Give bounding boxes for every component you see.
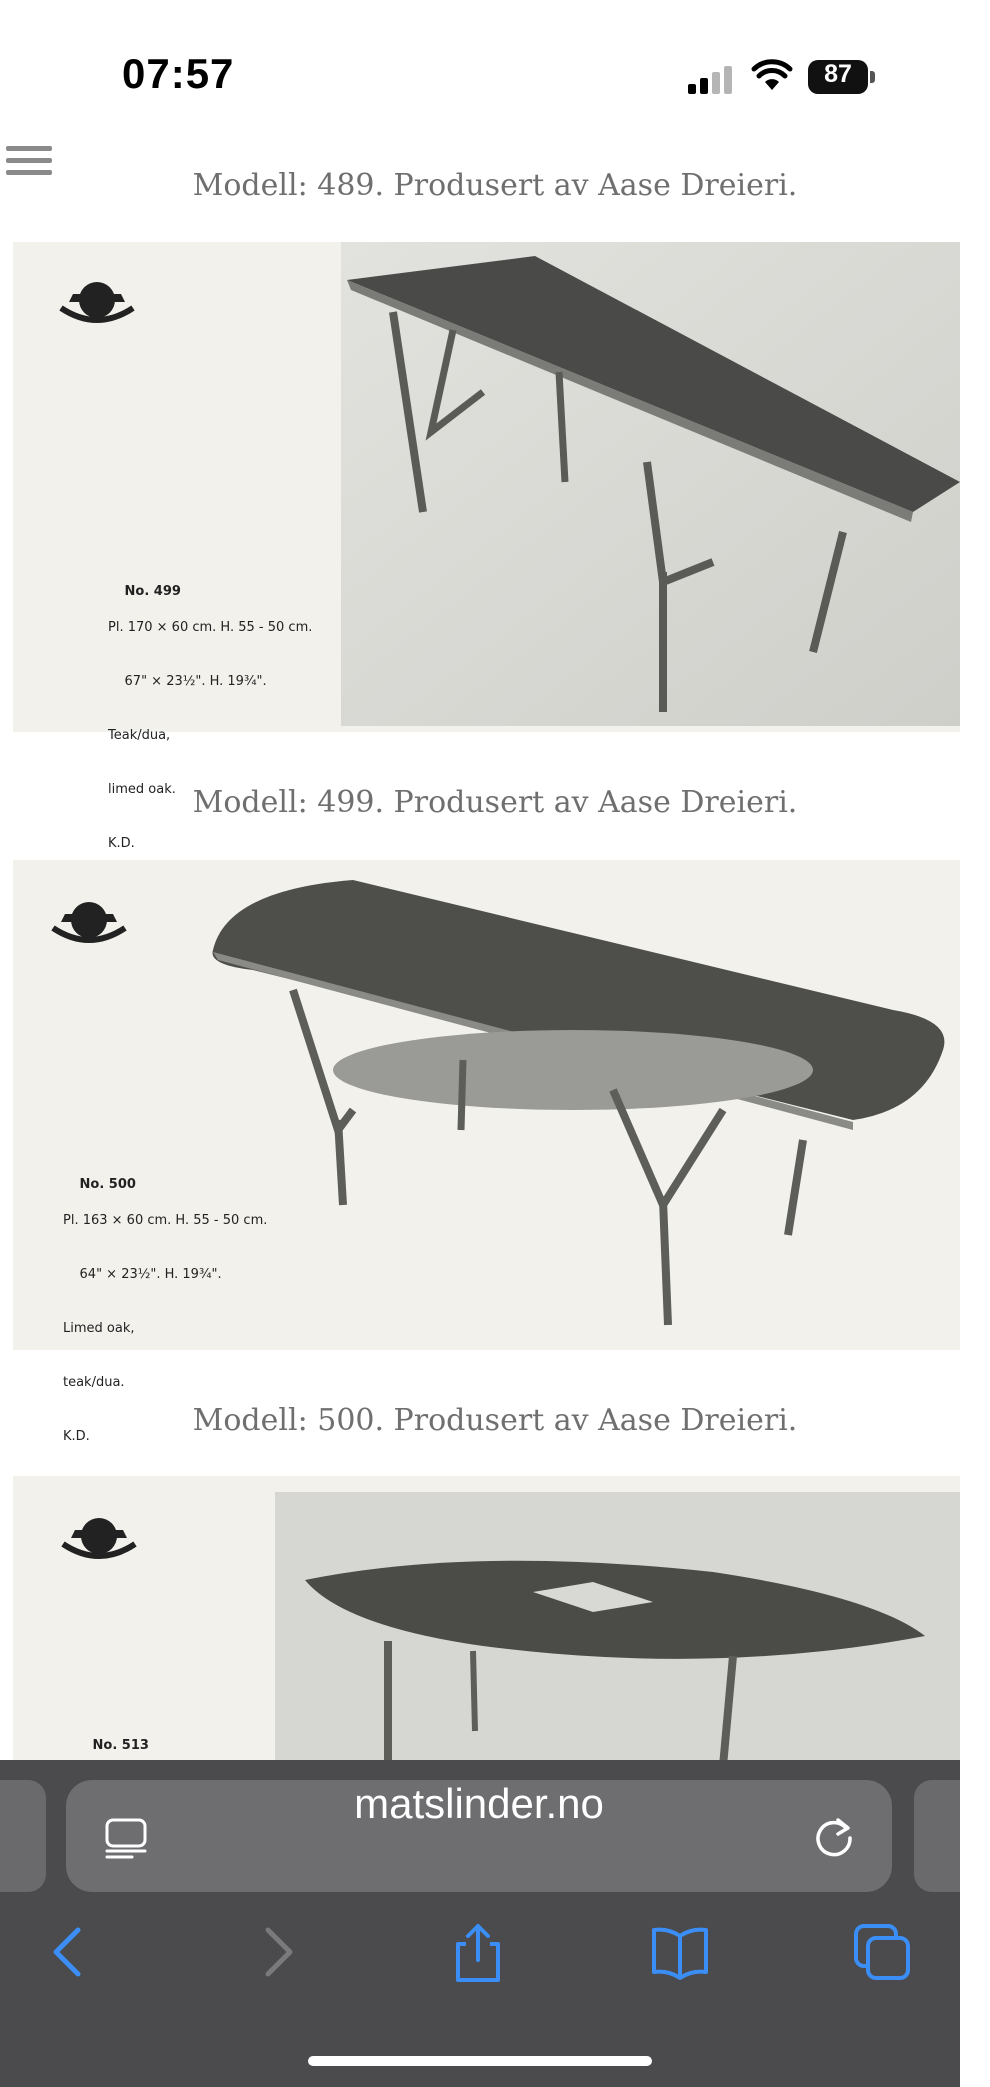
logo-icon <box>61 282 133 320</box>
spec-line: Teak/dua, <box>108 728 171 743</box>
spec-line: 64" × 23½". H. 19¾". <box>63 1267 222 1282</box>
address-bar[interactable] <box>66 1780 892 1892</box>
spec-line: Limed oak, <box>63 1321 135 1336</box>
reload-icon[interactable] <box>812 1814 856 1858</box>
caption-model-500: Modell: 500. Produsert av Aase Dreieri. <box>192 1403 798 1438</box>
spec-number: No. 513 <box>92 1738 149 1753</box>
url-text[interactable]: matslinder.no <box>354 1780 604 1827</box>
spec-line: 67" × 23½". H. 19¾". <box>108 674 267 689</box>
spec-number: No. 499 <box>124 584 181 599</box>
status-time: 07:57 <box>122 50 235 97</box>
spec-line: K.D. <box>108 836 135 851</box>
spec-line: teak/dua. <box>63 1375 125 1390</box>
spec-line: limed oak. <box>108 782 176 797</box>
back-icon[interactable] <box>40 1922 100 1982</box>
next-tab-preview[interactable] <box>914 1780 960 1892</box>
share-icon[interactable] <box>448 1922 508 1982</box>
battery-icon <box>808 60 876 94</box>
spec-line: Pl. 170 × 60 cm. H. 55 - 50 cm. <box>108 620 313 635</box>
forward-icon[interactable] <box>246 1922 306 1982</box>
spec-line: Pl. 163 × 60 cm. H. 55 - 50 cm. <box>63 1213 268 1228</box>
previous-tab-preview[interactable] <box>0 1780 46 1892</box>
spec-block-499 <box>108 565 312 889</box>
wifi-icon <box>752 60 792 92</box>
logo-icon <box>63 1518 135 1556</box>
cellular-signal-icon <box>688 66 734 94</box>
battery-percent: 87 <box>824 60 852 88</box>
spec-number: No. 500 <box>79 1177 136 1192</box>
caption-model-499: Modell: 499. Produsert av Aase Dreieri. <box>192 785 798 820</box>
logo-icon <box>53 902 125 940</box>
home-indicator[interactable] <box>308 2056 652 2066</box>
bookmarks-icon[interactable] <box>650 1922 710 1982</box>
catalog-image-513 <box>13 1476 960 1766</box>
tabs-icon[interactable] <box>852 1922 912 1982</box>
spec-line: K.D. <box>63 1429 90 1444</box>
caption-model-489: Modell: 489. Produsert av Aase Dreieri. <box>192 168 798 203</box>
